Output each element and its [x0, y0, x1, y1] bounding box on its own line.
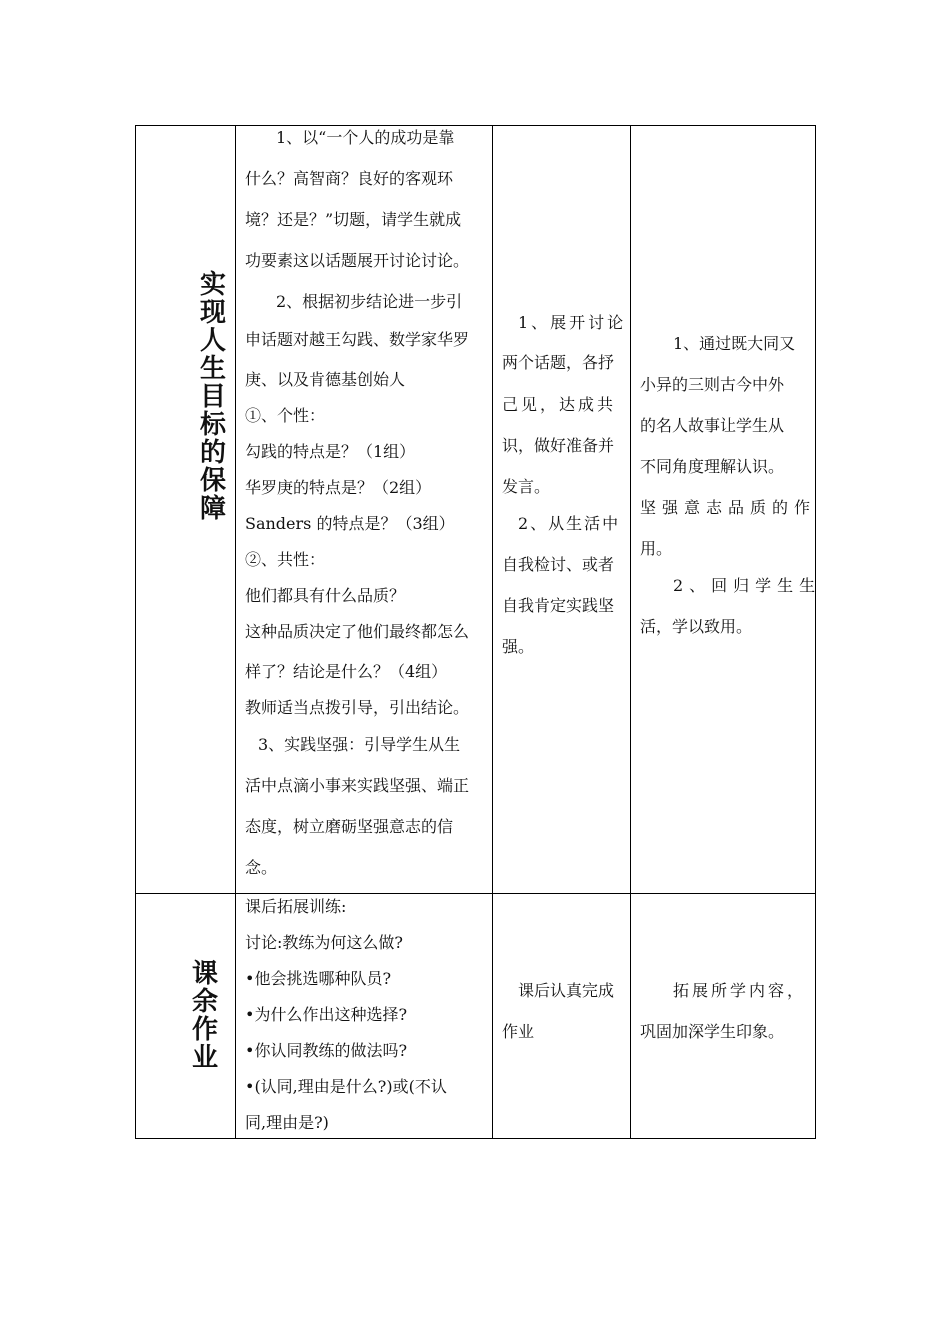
- process-line: 活中点滴小事来实践坚强、端正: [245, 776, 470, 795]
- process-line: Sanders 的特点是？（3组）: [245, 514, 455, 533]
- process-line: 念。: [245, 858, 278, 877]
- title-char: 课: [191, 959, 218, 989]
- process-line: 申话题对越王勾践、数学家华罗: [245, 330, 470, 349]
- process-line: 什么？高智商？良好的客观环: [245, 169, 454, 188]
- intent-line: 2、回归学生生: [673, 576, 822, 595]
- process-line: 教师适当点拨引导，引出结论。: [245, 698, 470, 717]
- student-line: 作业: [502, 1022, 535, 1041]
- title-char: 余: [191, 987, 218, 1017]
- intent-line: 不同角度理解认识。: [640, 457, 785, 476]
- process-line: 他们都具有什么品质？: [245, 586, 406, 605]
- process-line: 3、实践坚强：引导学生从生: [258, 735, 461, 754]
- title-char: 作: [191, 1015, 218, 1045]
- process-line: •你认同教练的做法吗?: [245, 1041, 408, 1060]
- process-line: •(认同,理由是什么?)或(不认: [245, 1077, 447, 1096]
- title-char: 目: [199, 382, 226, 412]
- intent-line: 拓展所学内容，: [673, 981, 807, 1000]
- table-left-border: [135, 125, 136, 1139]
- process-line: 1、以“一个人的成功是靠: [276, 128, 455, 147]
- title-char: 现: [199, 298, 226, 328]
- process-line: ②、共性：: [245, 550, 326, 569]
- intent-line: 的名人故事让学生从: [640, 416, 785, 435]
- title-char: 生: [199, 354, 226, 384]
- table-right-border: [815, 125, 816, 1139]
- process-line: 样了？结论是什么？（4组）: [245, 662, 448, 681]
- process-line: •他会挑选哪种队员?: [245, 969, 392, 988]
- intent-line: 活，学以致用。: [640, 617, 753, 636]
- student-line: 己见，达成共: [502, 395, 617, 414]
- row-divider: [135, 893, 816, 894]
- student-line: 1、展开讨论: [518, 313, 627, 332]
- row1-title: [198, 271, 228, 523]
- intent-line: 巩固加深学生印象。: [640, 1022, 785, 1041]
- intent-line: 用。: [640, 539, 673, 558]
- process-line: 华罗庚的特点是？（2组）: [245, 478, 432, 497]
- title-char: 保: [199, 466, 226, 496]
- table-top-border: [135, 125, 816, 126]
- student-line: 识，做好准备并: [502, 436, 615, 455]
- process-line: 讨论:教练为何这么做?: [245, 933, 403, 952]
- intent-line: 1、通过既大同又: [673, 334, 796, 353]
- title-char: 标: [199, 410, 226, 440]
- title-char: 业: [191, 1043, 218, 1073]
- process-line: •为什么作出这种选择?: [245, 1005, 408, 1024]
- intent-line: 小异的三则古今中外: [640, 375, 785, 394]
- student-line: 课后认真完成: [518, 981, 615, 1000]
- student-line: 两个话题，各抒: [502, 353, 615, 372]
- column-divider-1: [235, 125, 236, 1139]
- process-line: 境？还是？”切题，请学生就成: [245, 210, 462, 229]
- process-line: 同,理由是?): [245, 1113, 329, 1132]
- title-char: 人: [199, 326, 226, 356]
- title-char: 的: [199, 438, 226, 468]
- process-line: ①、个性：: [245, 406, 326, 425]
- student-line: 自我肯定实践坚: [502, 596, 615, 615]
- student-line: 强。: [502, 637, 535, 656]
- column-divider-2: [492, 125, 493, 1139]
- process-line: 庚、以及肯德基创始人: [245, 370, 406, 389]
- title-char: 障: [199, 494, 226, 524]
- process-line: 课后拓展训练:: [245, 897, 347, 916]
- intent-line: 坚强意志品质的作: [640, 498, 817, 517]
- process-line: 这种品质决定了他们最终都怎么: [245, 622, 470, 641]
- student-line: 2、从生活中: [518, 514, 621, 533]
- table-bottom-border: [135, 1138, 816, 1139]
- process-line: 态度，树立磨砺坚强意志的信: [245, 817, 454, 836]
- row2-title: [190, 960, 220, 1072]
- student-line: 发言。: [502, 477, 551, 496]
- column-divider-3: [630, 125, 631, 1139]
- student-line: 自我检讨、或者: [502, 555, 615, 574]
- process-line: 2、根据初步结论进一步引: [276, 292, 463, 311]
- process-line: 勾践的特点是？（1组）: [245, 442, 416, 461]
- process-line: 功要素这以话题展开讨论讨论。: [245, 251, 470, 270]
- title-char: 实: [199, 270, 226, 300]
